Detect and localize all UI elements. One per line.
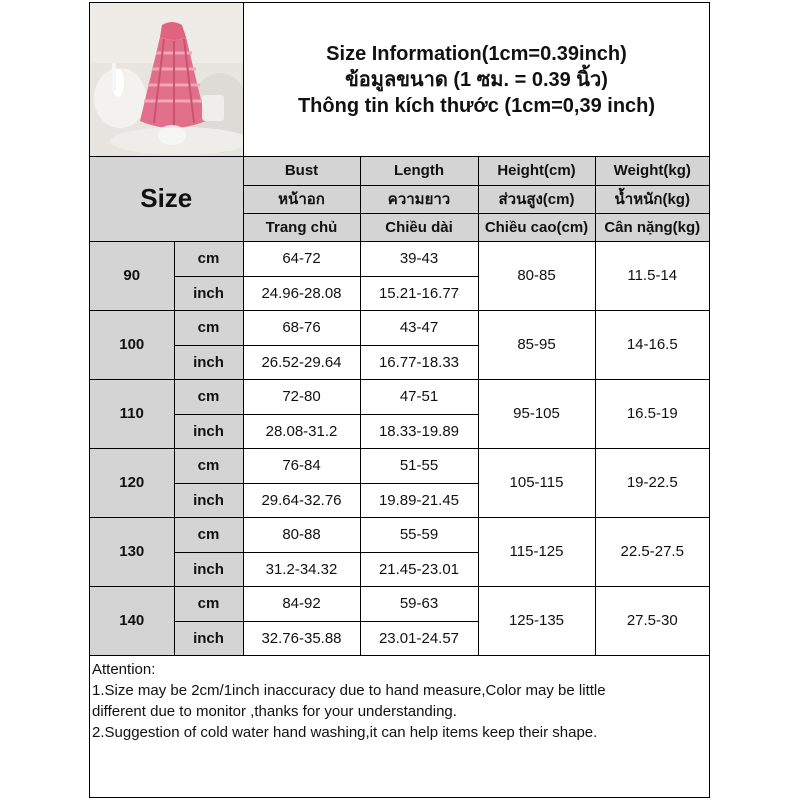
bust-inch-cell: 32.76-35.88 (243, 621, 360, 655)
bust-cm-cell: 84-92 (243, 586, 360, 621)
weight-header-en: Weight(kg) (595, 157, 709, 185)
height-cell: 125-135 (478, 586, 595, 655)
unit-cm: cm (174, 586, 243, 621)
table-row (90, 241, 709, 276)
bust-cm-cell: 72-80 (243, 379, 360, 414)
height-header-en: Height(cm) (478, 157, 595, 185)
bust-header-en: Bust (243, 157, 360, 185)
length-header-vi: Chiều dài (360, 213, 478, 241)
size-info-title-en: Size Information(1cm=0.39inch) (326, 42, 627, 65)
attention-heading: Attention: (92, 661, 156, 678)
height-cell: 105-115 (478, 448, 595, 517)
size-chart-sheet (89, 2, 710, 798)
size-cell: 100 (90, 310, 174, 379)
attention-note-1b: different due to monitor ,thanks for your understanding. (92, 703, 457, 720)
bust-cm-cell: 68-76 (243, 310, 360, 345)
attention-note-2: 2.Suggestion of cold water hand washing,it can help items keep their shape. (92, 724, 598, 741)
attention-note-1a: 1.Size may be 2cm/1inch inaccuracy due to hand measure,Color may be little (92, 682, 606, 699)
weight-cell: 11.5-14 (595, 241, 709, 310)
bust-header-vi: Trang chủ (243, 213, 360, 241)
height-header-th: ส่วนสูง(cm) (478, 185, 595, 213)
size-cell: 130 (90, 517, 174, 586)
length-inch-cell: 19.89-21.45 (360, 483, 478, 517)
bust-header-th: หน้าอก (243, 185, 360, 213)
size-cell: 120 (90, 448, 174, 517)
unit-cm: cm (174, 517, 243, 552)
weight-cell: 27.5-30 (595, 586, 709, 655)
length-cm-cell: 55-59 (360, 517, 478, 552)
length-inch-cell: 18.33-19.89 (360, 414, 478, 448)
size-info-title-th: ข้อมูลขนาด (1 ซม. = 0.39 นิ้ว) (345, 68, 608, 91)
length-cm-cell: 59-63 (360, 586, 478, 621)
size-cell: 140 (90, 586, 174, 655)
length-header-th: ความยาว (360, 185, 478, 213)
table-row (90, 517, 709, 552)
attention-notes (92, 659, 702, 743)
bust-cm-cell: 76-84 (243, 448, 360, 483)
table-row (90, 448, 709, 483)
table-row (90, 310, 709, 345)
size-cell: 90 (90, 241, 174, 310)
product-photo (90, 3, 244, 156)
unit-cm: cm (174, 310, 243, 345)
bust-inch-cell: 26.52-29.64 (243, 345, 360, 379)
bust-inch-cell: 29.64-32.76 (243, 483, 360, 517)
weight-cell: 19-22.5 (595, 448, 709, 517)
table-row (90, 379, 709, 414)
bust-inch-cell: 24.96-28.08 (243, 276, 360, 310)
height-cell: 85-95 (478, 310, 595, 379)
size-column-header: Size (90, 157, 243, 241)
header-row-en (90, 157, 709, 185)
bust-inch-cell: 28.08-31.2 (243, 414, 360, 448)
unit-inch: inch (174, 276, 243, 310)
length-header-en: Length (360, 157, 478, 185)
size-cell: 110 (90, 379, 174, 448)
height-cell: 80-85 (478, 241, 595, 310)
size-info-title-vi: Thông tin kích thước (1cm=0,39 inch) (297, 94, 656, 117)
length-cm-cell: 39-43 (360, 241, 478, 276)
unit-inch: inch (174, 483, 243, 517)
length-inch-cell: 23.01-24.57 (360, 621, 478, 655)
chart-header (90, 3, 709, 157)
bust-inch-cell: 31.2-34.32 (243, 552, 360, 586)
height-header-vi: Chiều cao(cm) (478, 213, 595, 241)
size-table (90, 157, 709, 656)
weight-cell: 14-16.5 (595, 310, 709, 379)
unit-inch: inch (174, 621, 243, 655)
length-inch-cell: 21.45-23.01 (360, 552, 478, 586)
length-cm-cell: 43-47 (360, 310, 478, 345)
unit-inch: inch (174, 414, 243, 448)
product-photo-image (90, 3, 243, 156)
bust-cm-cell: 64-72 (243, 241, 360, 276)
unit-inch: inch (174, 345, 243, 379)
unit-cm: cm (174, 379, 243, 414)
bust-cm-cell: 80-88 (243, 517, 360, 552)
length-cm-cell: 47-51 (360, 379, 478, 414)
table-row (90, 586, 709, 621)
height-cell: 115-125 (478, 517, 595, 586)
height-cell: 95-105 (478, 379, 595, 448)
weight-cell: 16.5-19 (595, 379, 709, 448)
weight-header-th: น้ำหนัก(kg) (595, 185, 709, 213)
length-cm-cell: 51-55 (360, 448, 478, 483)
weight-header-vi: Cân nặng(kg) (595, 213, 709, 241)
unit-cm: cm (174, 448, 243, 483)
weight-cell: 22.5-27.5 (595, 517, 709, 586)
size-info-block (244, 3, 709, 156)
length-inch-cell: 16.77-18.33 (360, 345, 478, 379)
unit-inch: inch (174, 552, 243, 586)
length-inch-cell: 15.21-16.77 (360, 276, 478, 310)
unit-cm: cm (174, 241, 243, 276)
